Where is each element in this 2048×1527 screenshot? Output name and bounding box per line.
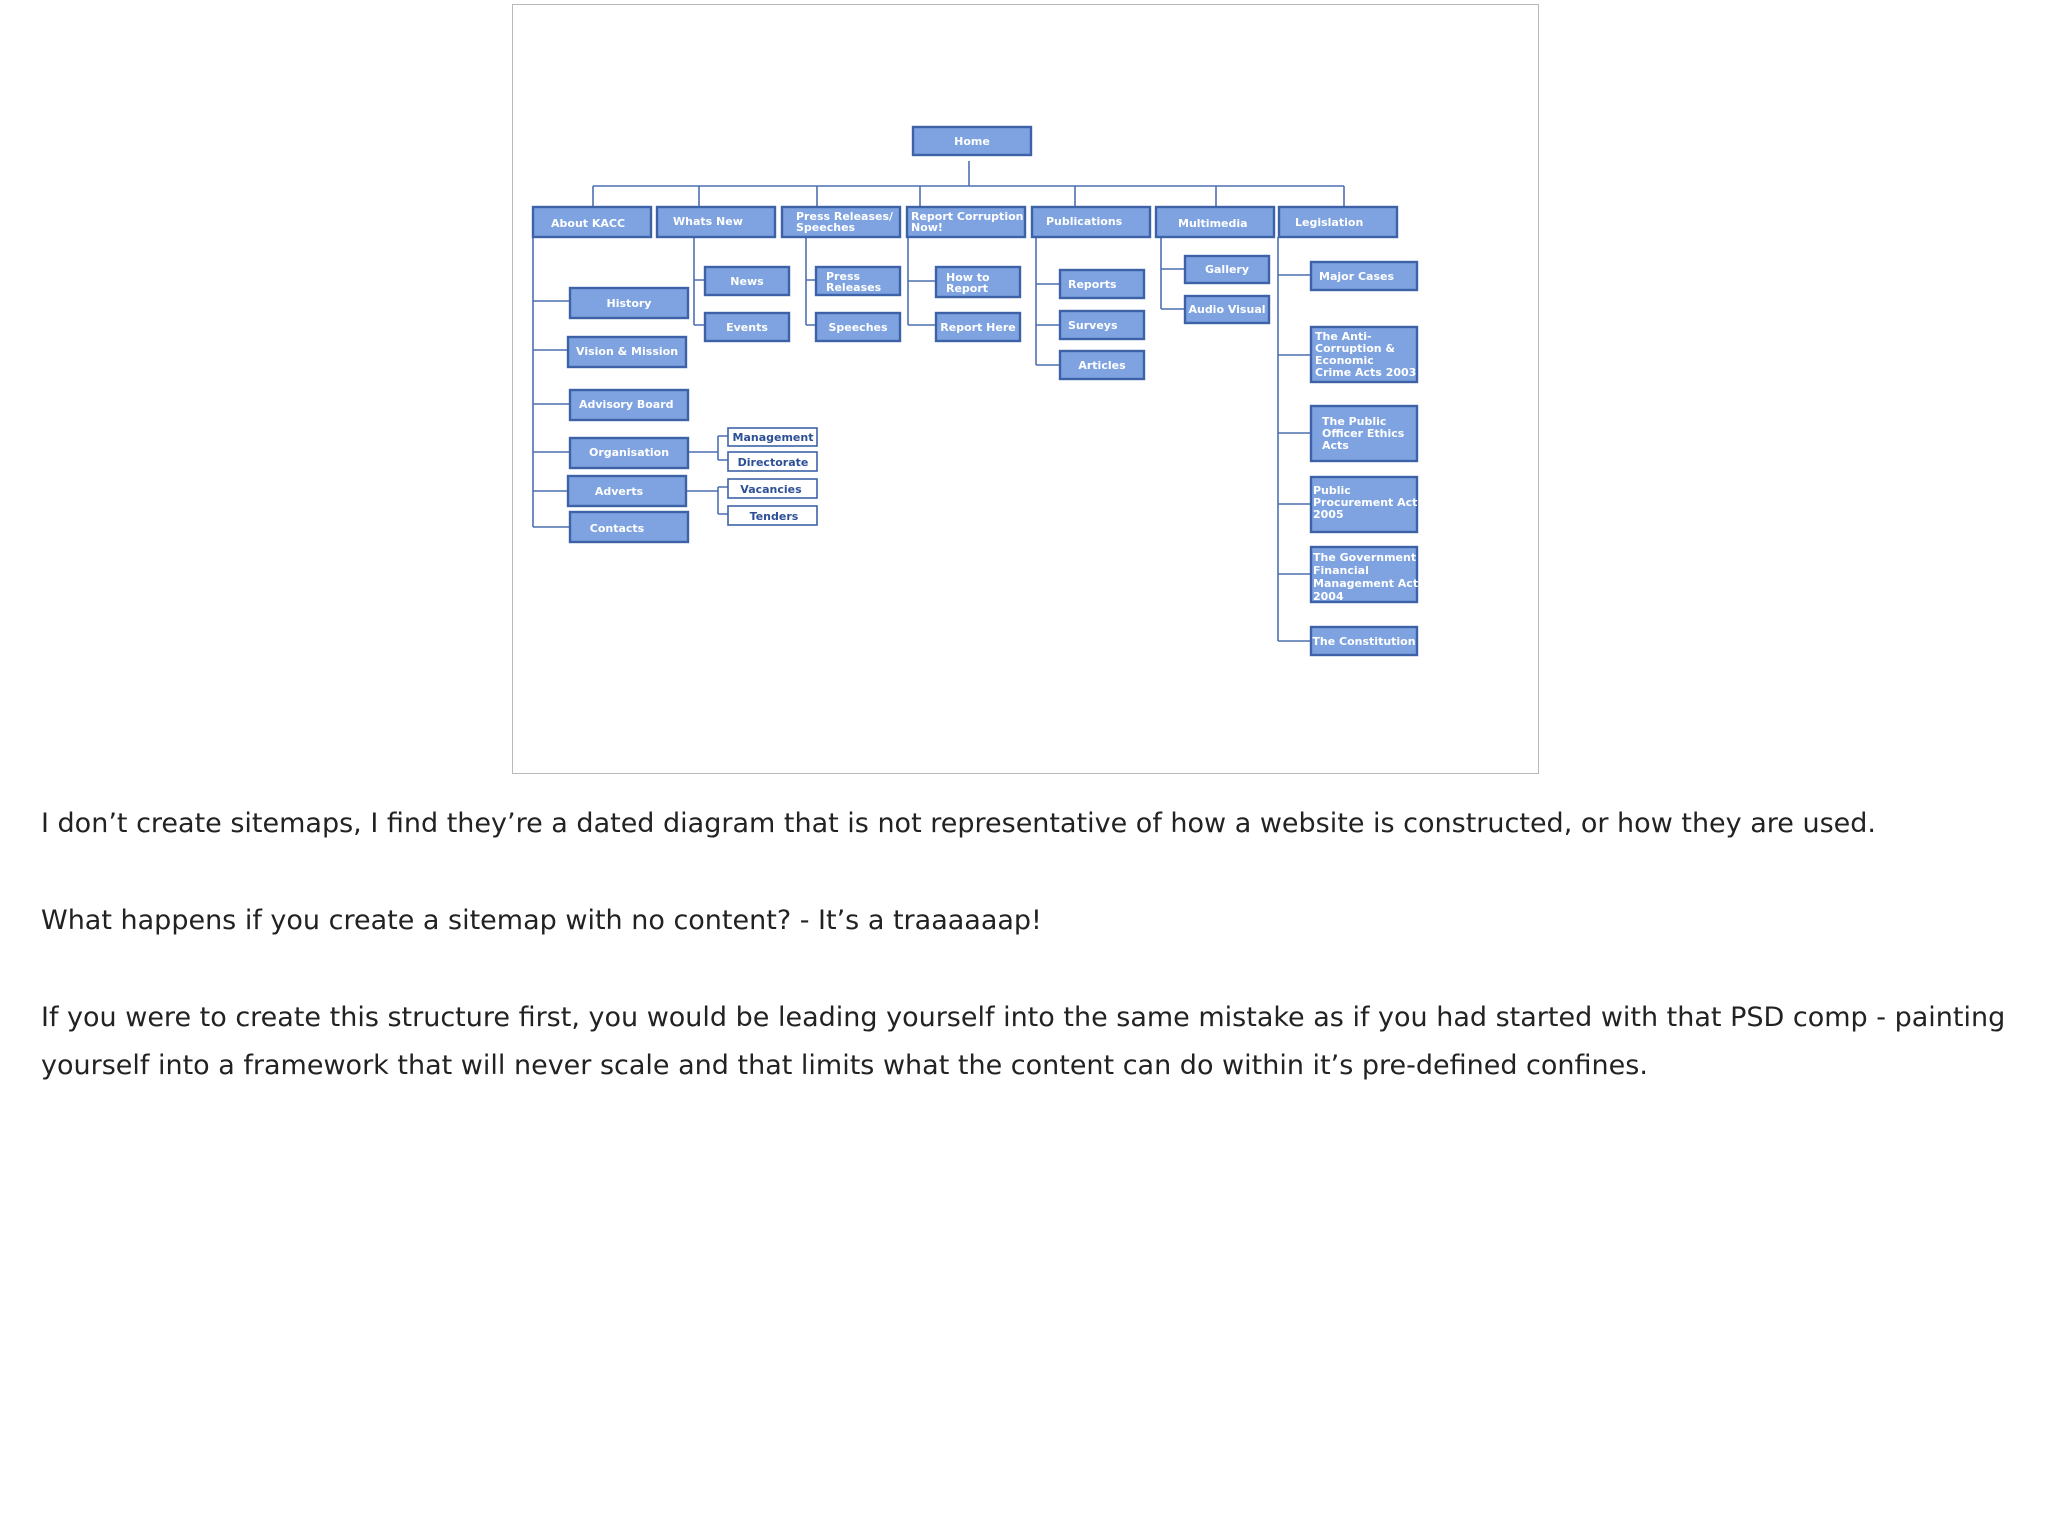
- node-financial-label-3: Management Act: [1313, 577, 1419, 590]
- node-audio-visual: [1185, 296, 1269, 323]
- multimedia-connector: [1161, 237, 1185, 309]
- node-reports-label: Reports: [1068, 278, 1117, 291]
- node-how-to-report-label-2: Report: [946, 282, 989, 295]
- node-organisation-label: Organisation: [588, 446, 670, 459]
- report-connector: [908, 237, 936, 325]
- node-press: [816, 267, 900, 295]
- node-public-officer-label-1: The Public: [1322, 415, 1387, 428]
- node-articles-label: Articles: [1078, 359, 1126, 372]
- node-public-officer-ethics: [1311, 406, 1417, 461]
- node-how-to-report: [936, 267, 1020, 297]
- node-whats-new: [657, 207, 775, 237]
- node-legislation: [1279, 207, 1397, 237]
- node-anti-corruption-label-3: Economic: [1315, 354, 1374, 367]
- node-news: [705, 267, 789, 295]
- node-directorate-label: Directorate: [737, 456, 809, 469]
- paragraph-trap: What happens if you create a sitemap with no content? - It’s a traaaaaap!: [41, 905, 1042, 936]
- node-major-cases-label: Major Cases: [1319, 270, 1395, 283]
- node-public-officer-label-2: Officer Ethics: [1322, 427, 1405, 440]
- node-articles: [1060, 351, 1144, 379]
- node-procurement-act: [1311, 477, 1417, 532]
- node-advisory-board-label: Advisory Board: [579, 398, 674, 411]
- node-news-label: News: [730, 275, 764, 288]
- node-audio-visual-label: Audio Visual: [1188, 303, 1266, 316]
- node-report-corruption-label-1: Report Corruption: [911, 210, 1024, 223]
- node-anti-corruption-label-2: Corruption &: [1315, 342, 1396, 355]
- node-directorate: [728, 452, 817, 471]
- paragraph-structure-first: If you were to create this structure first, you would be leading yourself into the same mistake as if you had started with that PSD comp - painting yourself into a framework that will never scale and that limits what the content can do within it’s pre-defined confines.: [41, 1002, 2006, 1081]
- node-how-to-report-label-1: How to: [946, 271, 990, 284]
- node-anti-corruption-label-1: The Anti-: [1315, 330, 1372, 343]
- node-speeches: [816, 313, 900, 341]
- sitemap-diagram: [513, 5, 1540, 775]
- node-gallery-label: Gallery: [1204, 263, 1250, 276]
- node-report-corruption: [907, 207, 1025, 237]
- node-financial-management-act: [1311, 547, 1418, 603]
- node-history-label: History: [606, 297, 652, 310]
- node-events: [705, 313, 789, 341]
- node-press-label-1: Press: [826, 270, 861, 283]
- about-connector: [533, 237, 570, 527]
- node-speeches-label: Speeches: [828, 321, 888, 334]
- publications-connector: [1036, 237, 1060, 365]
- node-history: [570, 288, 688, 318]
- node-financial-label-4: 2004: [1313, 590, 1344, 603]
- node-procurement-label-1: Public: [1313, 484, 1351, 497]
- node-vacancies: [728, 479, 817, 498]
- node-press-releases-label-1: Press Releases/: [796, 210, 894, 223]
- node-vision-mission: [568, 337, 686, 367]
- node-about-kacc-label: About KACC: [551, 217, 626, 230]
- node-constitution-label: The Constitution: [1312, 635, 1416, 648]
- node-events-label: Events: [726, 321, 768, 334]
- node-procurement-label-2: Procurement Act: [1313, 496, 1418, 509]
- adverts-connector: [687, 487, 728, 514]
- paragraph-dated-diagram: I don’t create sitemaps, I find they’re a dated diagram that is not representative of how a website is constructed, or how they are used.: [41, 808, 1876, 839]
- node-press-releases-label-2: Speeches: [796, 221, 856, 234]
- whats-new-connector: [694, 237, 705, 325]
- node-organisation: [570, 438, 688, 468]
- node-vacancies-label: Vacancies: [740, 483, 802, 496]
- sitemap-figure: [512, 4, 1539, 774]
- node-tenders: [728, 506, 817, 525]
- node-contacts: [570, 512, 688, 542]
- node-report-corruption-label-2: Now!: [911, 221, 943, 234]
- node-adverts: [568, 476, 686, 506]
- node-publications-label: Publications: [1046, 215, 1123, 228]
- node-whats-new-label: Whats New: [673, 215, 743, 228]
- legislation-connector: [1278, 237, 1311, 641]
- slide-notes: [41, 800, 2021, 1139]
- node-surveys-label: Surveys: [1068, 319, 1118, 332]
- node-tenders-label: Tenders: [749, 510, 799, 523]
- node-reports: [1060, 270, 1144, 298]
- node-financial-label-1: The Government: [1313, 551, 1417, 564]
- node-constitution: [1311, 627, 1417, 655]
- node-report-here-label: Report Here: [940, 321, 1016, 334]
- node-surveys: [1060, 311, 1144, 339]
- node-multimedia-label: Multimedia: [1178, 217, 1248, 230]
- home-connector: [593, 161, 1344, 206]
- node-public-officer-label-3: Acts: [1322, 439, 1349, 452]
- node-contacts-label: Contacts: [589, 522, 645, 535]
- node-procurement-label-3: 2005: [1313, 508, 1344, 521]
- node-publications: [1032, 207, 1150, 237]
- press-connector: [806, 237, 816, 325]
- node-advisory-board: [570, 390, 688, 420]
- node-home: [913, 127, 1031, 155]
- node-major-cases: [1311, 262, 1417, 290]
- node-adverts-label: Adverts: [594, 485, 644, 498]
- node-anti-corruption-act: [1311, 327, 1417, 382]
- organisation-connector: [689, 436, 728, 460]
- node-management-label: Management: [732, 431, 814, 444]
- node-legislation-label: Legislation: [1295, 216, 1364, 229]
- node-vision-mission-label: Vision & Mission: [576, 345, 679, 358]
- node-gallery: [1185, 256, 1269, 283]
- node-financial-label-2: Financial: [1313, 564, 1369, 577]
- node-anti-corruption-label-4: Crime Acts 2003: [1315, 366, 1417, 379]
- node-press-releases: [782, 207, 900, 237]
- node-home-label: Home: [954, 135, 990, 148]
- node-about-kacc: [533, 207, 651, 237]
- node-press-label-2: Releases: [826, 281, 882, 294]
- node-multimedia: [1156, 207, 1274, 237]
- node-management: [728, 428, 817, 446]
- node-report-here: [936, 313, 1020, 341]
